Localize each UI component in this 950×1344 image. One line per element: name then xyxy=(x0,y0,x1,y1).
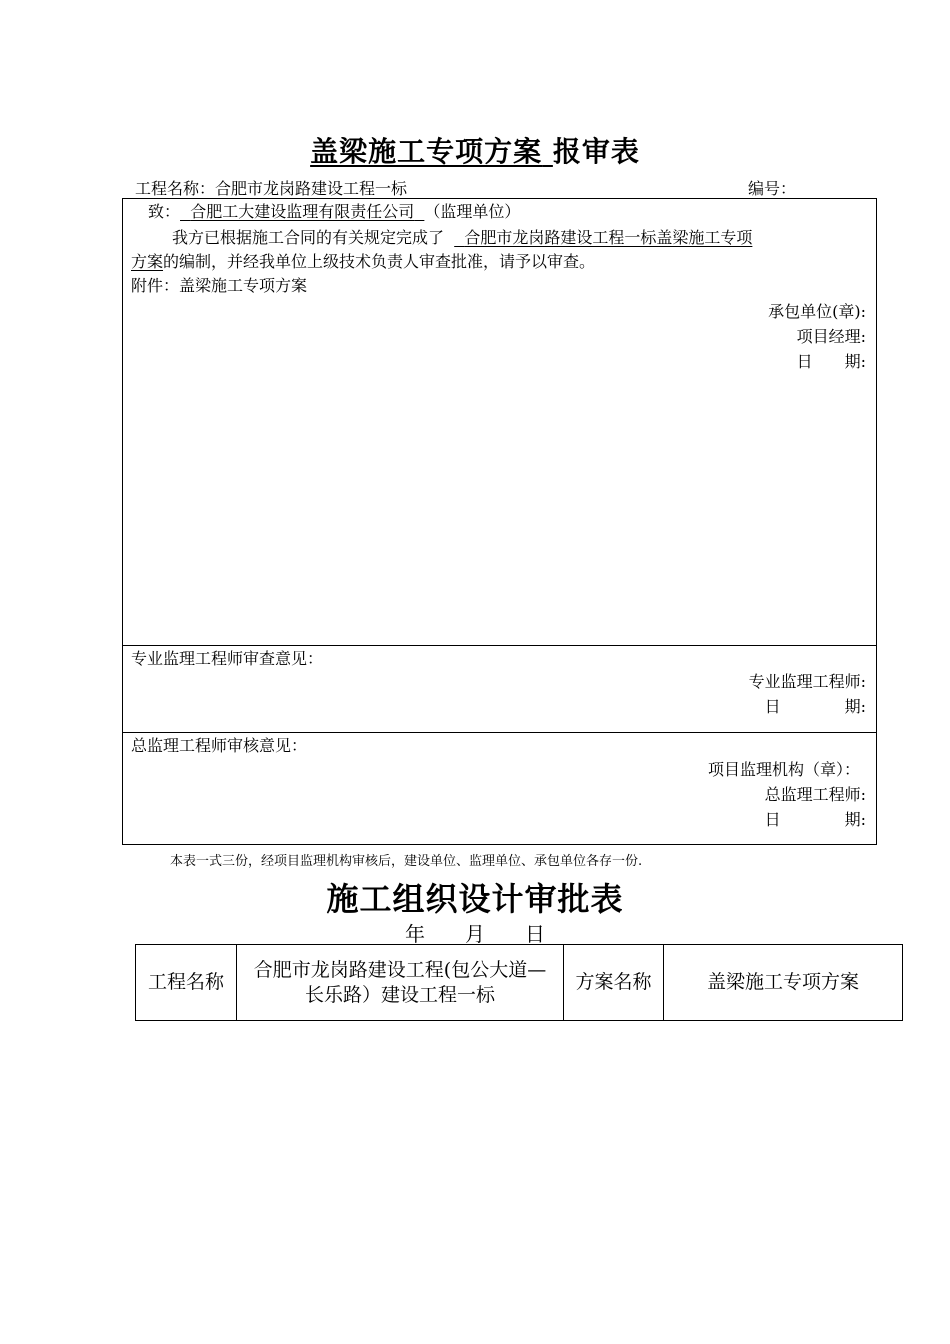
to-prefix: 致： xyxy=(148,202,181,221)
contractor-label: 承包单位(章): xyxy=(768,302,866,321)
review-engineer-label: 专业监理工程师: xyxy=(748,672,866,691)
chief-engineer-label: 总监理工程师: xyxy=(764,785,866,804)
chief-opinion-label: 总监理工程师审核意见： xyxy=(131,736,308,755)
plan-name-header: 方案名称 xyxy=(564,945,664,1021)
attachment-line: 附件：盖梁施工专项方案 xyxy=(131,276,308,295)
approval-date-line: 年 月 日 xyxy=(405,922,545,946)
divider xyxy=(122,645,877,646)
form-title-main: 盖梁施工专项方案 xyxy=(310,135,543,168)
plan-name-underlined-cont: 方案 xyxy=(131,252,164,271)
supervision-org-label: 项目监理机构（章）： xyxy=(707,760,860,779)
form-title xyxy=(0,130,950,170)
divider xyxy=(122,732,877,733)
chief-date-label: 日 期: xyxy=(764,810,866,829)
project-name-value: 合肥市龙岗路建设工程(包公大道—长乐路）建设工程一标 xyxy=(237,945,564,1021)
form-title-suffix: 报审表 xyxy=(552,135,640,168)
approval-form-title: 施工组织设计审批表 xyxy=(326,880,624,918)
body-rest: 的编制，并经我单位上级技术负责人审查批准，请予以审查。 xyxy=(163,252,596,271)
table-row xyxy=(136,945,903,1021)
supervision-unit: 合肥工大建设监理有限责任公司 xyxy=(190,202,415,221)
addressee-line xyxy=(148,200,520,224)
approval-table xyxy=(135,944,903,1021)
serial-number-label: 编号： xyxy=(748,179,797,198)
project-name-header: 工程名称 xyxy=(136,945,237,1021)
date-label: 日 期: xyxy=(796,352,866,371)
body-line-2 xyxy=(131,250,595,274)
plan-name-underlined: 合肥市龙岗路建设工程一标盖梁施工专项 xyxy=(464,228,753,247)
to-suffix: （监理单位） xyxy=(424,202,521,221)
footnote: 本表一式三份，经项目监理机构审核后，建设单位、监理单位、承包单位各存一份. xyxy=(170,854,643,869)
review-opinion-label: 专业监理工程师审查意见： xyxy=(131,649,324,668)
plan-name-value: 盖梁施工专项方案 xyxy=(664,945,903,1021)
review-date-label: 日 期: xyxy=(764,697,866,716)
project-manager-label: 项目经理: xyxy=(796,327,866,346)
body-prefix: 我方已根据施工合同的有关规定完成了 xyxy=(172,228,445,247)
body-line-1 xyxy=(172,226,752,250)
project-name-label: 工程名称：合肥市龙岗路建设工程一标 xyxy=(135,179,408,198)
